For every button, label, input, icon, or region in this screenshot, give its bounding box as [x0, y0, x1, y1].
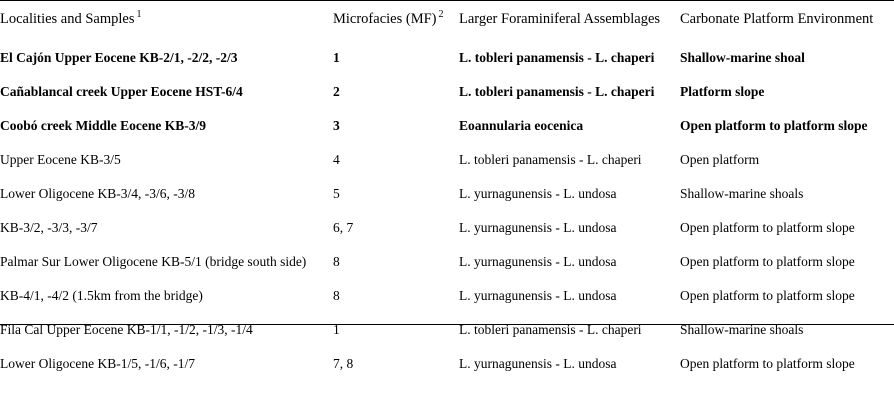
- cell-locality: [0, 250, 333, 284]
- cell-locality-text: Lower Oligocene KB-3/4, -3/6, -3/8: [0, 186, 195, 201]
- table-row: [0, 352, 894, 386]
- cell-microfacies: [333, 148, 459, 182]
- cell-locality: [0, 318, 333, 352]
- cell-locality-text: Upper Eocene KB-3/5: [0, 152, 121, 167]
- footnote-marker-2: 2: [438, 9, 444, 21]
- cell-environment: [680, 216, 894, 250]
- table-row: [0, 114, 894, 148]
- cell-microfacies-text: 4: [333, 152, 340, 167]
- cell-microfacies: [333, 284, 459, 318]
- cell-locality: [0, 148, 333, 182]
- cell-assemblage-text: L. yurnagunensis - L. undosa: [459, 288, 617, 303]
- cell-environment-text: Shallow-marine shoal: [680, 50, 805, 65]
- cell-assemblage: [459, 148, 680, 182]
- cell-microfacies-text: 2: [333, 84, 340, 99]
- cell-environment: [680, 114, 894, 148]
- column-header-assemblages: [459, 6, 680, 46]
- table-row: [0, 182, 894, 216]
- cell-microfacies: [333, 46, 459, 80]
- cell-locality: [0, 80, 333, 114]
- cell-assemblage: [459, 352, 680, 386]
- cell-microfacies-text: 1: [333, 50, 340, 65]
- cell-assemblage-text: L. tobleri panamensis - L. chaperi: [459, 84, 655, 99]
- cell-environment-text: Open platform to platform slope: [680, 118, 868, 133]
- cell-microfacies-text: 6, 7: [333, 220, 354, 235]
- cell-assemblage: [459, 284, 680, 318]
- cell-environment: [680, 46, 894, 80]
- cell-locality: [0, 114, 333, 148]
- cell-environment-text: Open platform to platform slope: [680, 288, 855, 303]
- cell-locality: [0, 284, 333, 318]
- cell-microfacies: [333, 318, 459, 352]
- cell-locality: [0, 352, 333, 386]
- column-header-localities: [0, 6, 333, 46]
- cell-environment-text: Open platform to platform slope: [680, 220, 855, 235]
- table-row: [0, 250, 894, 284]
- cell-environment: [680, 182, 894, 216]
- cell-locality-text: Coobó creek Middle Eocene KB-3/9: [0, 118, 206, 133]
- cell-microfacies-text: 1: [333, 322, 340, 337]
- cell-environment-text: Shallow-marine shoals: [680, 322, 804, 337]
- table-row: [0, 46, 894, 80]
- column-header-environment: [680, 6, 894, 46]
- column-header-environment-label: Carbonate Platform Environment: [680, 11, 874, 27]
- cell-locality-text: Cañablancal creek Upper Eocene HST-6/4: [0, 84, 243, 99]
- cell-assemblage: [459, 182, 680, 216]
- column-header-assemblages-label: Larger Foraminiferal Assemblages: [459, 11, 661, 27]
- cell-environment-text: Shallow-marine shoals: [680, 186, 804, 201]
- cell-microfacies: [333, 182, 459, 216]
- cell-locality: [0, 46, 333, 80]
- cell-microfacies-text: 5: [333, 186, 340, 201]
- cell-environment-text: Platform slope: [680, 84, 765, 99]
- cell-assemblage: [459, 318, 680, 352]
- cell-locality-text: Palmar Sur Lower Oligocene KB-5/1 (bridge south side): [0, 254, 307, 269]
- cell-environment: [680, 250, 894, 284]
- cell-assemblage-text: L. tobleri panamensis - L. chaperi: [459, 50, 655, 65]
- cell-assemblage-text: L. yurnagunensis - L. undosa: [459, 254, 617, 269]
- cell-assemblage-text: Eoannularia eocenica: [459, 118, 584, 133]
- cell-assemblage-text: L. yurnagunensis - L. undosa: [459, 356, 617, 371]
- cell-environment-text: Open platform to platform slope: [680, 254, 855, 269]
- cell-assemblage: [459, 250, 680, 284]
- table-row: [0, 148, 894, 182]
- cell-environment: [680, 318, 894, 352]
- cell-microfacies-text: 3: [333, 118, 340, 133]
- cell-microfacies-text: 7, 8: [333, 356, 354, 371]
- cell-environment: [680, 352, 894, 386]
- table-header-row: [0, 6, 894, 46]
- cell-assemblage-text: L. tobleri panamensis - L. chaperi: [459, 322, 642, 337]
- cell-environment-text: Open platform: [680, 152, 760, 167]
- table-row: [0, 216, 894, 250]
- footnote-marker-1: 1: [136, 9, 142, 21]
- table-top-rule: [0, 0, 894, 1]
- data-table: [0, 6, 894, 386]
- cell-microfacies: [333, 250, 459, 284]
- cell-microfacies: [333, 216, 459, 250]
- cell-locality-text: KB-4/1, -4/2 (1.5km from the bridge): [0, 288, 203, 303]
- table-row: [0, 284, 894, 318]
- cell-locality: [0, 182, 333, 216]
- cell-assemblage: [459, 216, 680, 250]
- cell-environment-text: Open platform to platform slope: [680, 356, 855, 371]
- cell-environment: [680, 284, 894, 318]
- cell-locality-text: Lower Oligocene KB-1/5, -1/6, -1/7: [0, 356, 195, 371]
- cell-locality-text: KB-3/2, -3/3, -3/7: [0, 220, 98, 235]
- column-header-localities-label: Localities and Samples: [0, 11, 135, 27]
- cell-assemblage-text: L. yurnagunensis - L. undosa: [459, 220, 617, 235]
- cell-microfacies-text: 8: [333, 288, 340, 303]
- cell-locality-text: Fila Cal Upper Eocene KB-1/1, -1/2, -1/3, -1/4: [0, 322, 253, 337]
- cell-microfacies: [333, 80, 459, 114]
- cell-assemblage-text: L. yurnagunensis - L. undosa: [459, 186, 617, 201]
- cell-assemblage: [459, 114, 680, 148]
- cell-assemblage: [459, 46, 680, 80]
- column-header-microfacies-label: Microfacies (MF): [333, 11, 437, 27]
- cell-assemblage-text: L. tobleri panamensis - L. chaperi: [459, 152, 642, 167]
- cell-microfacies-text: 8: [333, 254, 340, 269]
- cell-locality: [0, 216, 333, 250]
- cell-locality-text: El Cajón Upper Eocene KB-2/1, -2/2, -2/3: [0, 50, 238, 65]
- cell-assemblage: [459, 80, 680, 114]
- column-header-microfacies: [333, 6, 459, 46]
- table-row: [0, 318, 894, 352]
- cell-microfacies: [333, 352, 459, 386]
- cell-microfacies: [333, 114, 459, 148]
- table-row: [0, 80, 894, 114]
- cell-environment: [680, 80, 894, 114]
- cell-environment: [680, 148, 894, 182]
